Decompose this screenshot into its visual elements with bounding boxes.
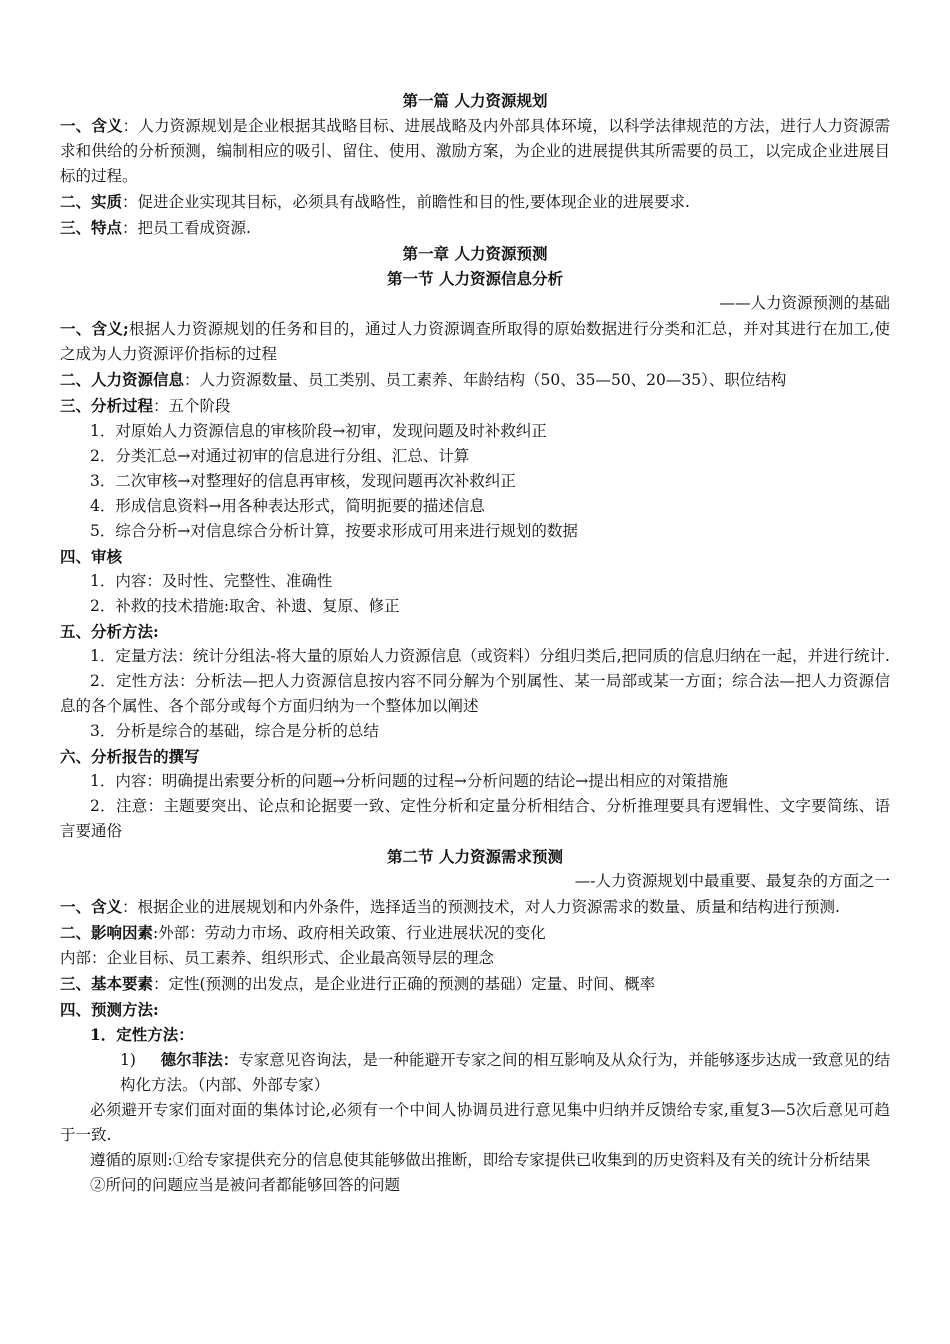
text: 根据人力资源规划的任务和目的，通过人力资源调查所取得的原始数据进行分类和汇总，并对其进行在加工,使之成为人力资源评价指标的过程 — [60, 320, 890, 363]
delphi-method — [60, 1047, 890, 1098]
label: 三、特点 — [60, 218, 123, 237]
text: ：人力资源数量、员工类别、员工素养、年龄结构（50、35—50、20—35）、职位结构 — [184, 371, 787, 389]
text: ：人力资源规划是企业根据其战略目标、进展战略及内外部具体环境，以科学法律规范的方法，进行人力资源需求和供给的分析预测，编制相应的吸引、留住、使用、激励方案，为企业的进展提供其所需要的员工，以完成企业进展目标的过程。 — [60, 117, 890, 185]
s2-qualitative-heading: 1．定性方法： — [90, 1025, 194, 1044]
delphi-paragraph: ②所问的问题应当是被问者都能够回答的问题 — [90, 1176, 401, 1194]
label: 二、影响因素 — [60, 923, 154, 942]
list-item: 1．内容：及时性、完整性、准确性 — [90, 572, 333, 590]
section-subtitle: —-人力资源规划中最重要、最复杂的方面之一 — [574, 872, 890, 890]
list-item: 2．补救的技术措施:取舍、补遗、复原、修正 — [90, 597, 400, 615]
section-title: 第二节 人力资源需求预测 — [387, 847, 563, 866]
s1-report-heading: 六、分析报告的撰写 — [60, 747, 200, 766]
s1-definition — [60, 316, 890, 367]
text: :外部：劳动力市场、政府相关政策、行业进展状况的变化 — [153, 924, 546, 942]
label: 二、人力资源信息 — [60, 370, 185, 389]
s1-review-heading: 四、审核 — [60, 547, 123, 566]
text: ：根据企业的进展规划和内外条件，选择适当的预测技术，对人力资源需求的数量、质量和结构进行预测. — [122, 898, 840, 916]
s1-methods-heading: 五、分析方法: — [60, 622, 159, 641]
paragraph-feature — [60, 215, 890, 241]
paragraph-essence — [60, 189, 890, 215]
label: 三、基本要素 — [60, 974, 154, 993]
text: ：把员工看成资源. — [122, 219, 251, 237]
paragraph-definition — [60, 113, 890, 189]
item-number: 1) — [120, 1051, 136, 1069]
list-item: 2．定性方法：分析法—把人力资源信息按内容不同分解为个别属性、某一局部或某一方面；综合法—把人力资源信息的各个属性、各个部分或每个方面归纳为一个整体加以阐述 — [60, 672, 890, 715]
list-item: 3．二次审核→对整理好的信息再审核，发现问题再次补救纠正 — [90, 472, 516, 490]
label: 一、含义 — [60, 897, 123, 916]
label: 一、含义 — [60, 116, 123, 135]
s1-process — [60, 393, 890, 419]
delphi-paragraph: 必须避开专家们面对面的集体讨论,必须有一个中间人协调员进行意见集中归纳并反馈给专家,重复3—5次后意见可趋于一致. — [60, 1101, 890, 1144]
part-title: 第一篇 人力资源规划 — [402, 91, 548, 110]
s2-factors-internal: 内部：企业目标、员工素养、组织形式、企业最高领导层的理念 — [60, 949, 495, 967]
text: ：定性(预测的出发点，是企业进行正确的预测的基础）定量、时间、概率 — [153, 975, 656, 993]
list-item: 1．定量方法：统计分组法-将大量的原始人力资源信息（或资料）分组归类后,把同质的信息归纳在一起，并进行统计. — [90, 647, 890, 665]
list-item: 1．对原始人力资源信息的审核阶段→初审，发现问题及时补救纠正 — [90, 422, 547, 440]
text: 专家意见咨询法，是一种能避开专家之间的相互影响及从众行为，并能够逐步达成一致意见的结构化方法。（内部、外部专家） — [120, 1051, 890, 1094]
section-title: 第一节 人力资源信息分析 — [387, 269, 563, 288]
chapter-title: 第一章 人力资源预测 — [402, 244, 548, 263]
document-page — [60, 88, 890, 1198]
s2-definition — [60, 894, 890, 920]
delphi-paragraph: 遵循的原则:①给专家提供充分的信息使其能够做出推断，即给专家提供已收集到的历史资料及有关的统计分析结果 — [90, 1151, 871, 1169]
label: 一、含义; — [60, 319, 129, 338]
list-item: 3．分析是综合的基础，综合是分析的总结 — [90, 722, 379, 740]
s2-methods-heading: 四、预测方法: — [60, 1000, 159, 1019]
s2-factors — [60, 920, 890, 946]
s1-info — [60, 367, 890, 393]
section-subtitle: ——人力资源预测的基础 — [719, 294, 890, 312]
list-item: 1．内容：明确提出索要分析的问题→分析问题的过程→分析问题的结论→提出相应的对策措施 — [90, 772, 728, 790]
list-item: 4．形成信息资料→用各种表达形式，简明扼要的描述信息 — [90, 497, 485, 515]
s2-elements — [60, 971, 890, 997]
label: 二、实质 — [60, 192, 123, 211]
text: ：促进企业实现其目标，必须具有战略性，前瞻性和目的性,要体现企业的进展要求. — [122, 193, 690, 211]
text: ：五个阶段 — [153, 397, 231, 415]
list-item: 2．分类汇总→对通过初审的信息进行分组、汇总、计算 — [90, 447, 470, 465]
label: 三、分析过程 — [60, 396, 154, 415]
label: 德尔菲法： — [160, 1050, 239, 1069]
list-item: 2．注意：主题要突出、论点和论据要一致、定性分析和定量分析相结合、分析推理要具有逻辑性、文字要简练、语言要通俗 — [60, 797, 890, 840]
list-item: 5．综合分析→对信息综合分析计算，按要求形成可用来进行规划的数据 — [90, 522, 578, 540]
